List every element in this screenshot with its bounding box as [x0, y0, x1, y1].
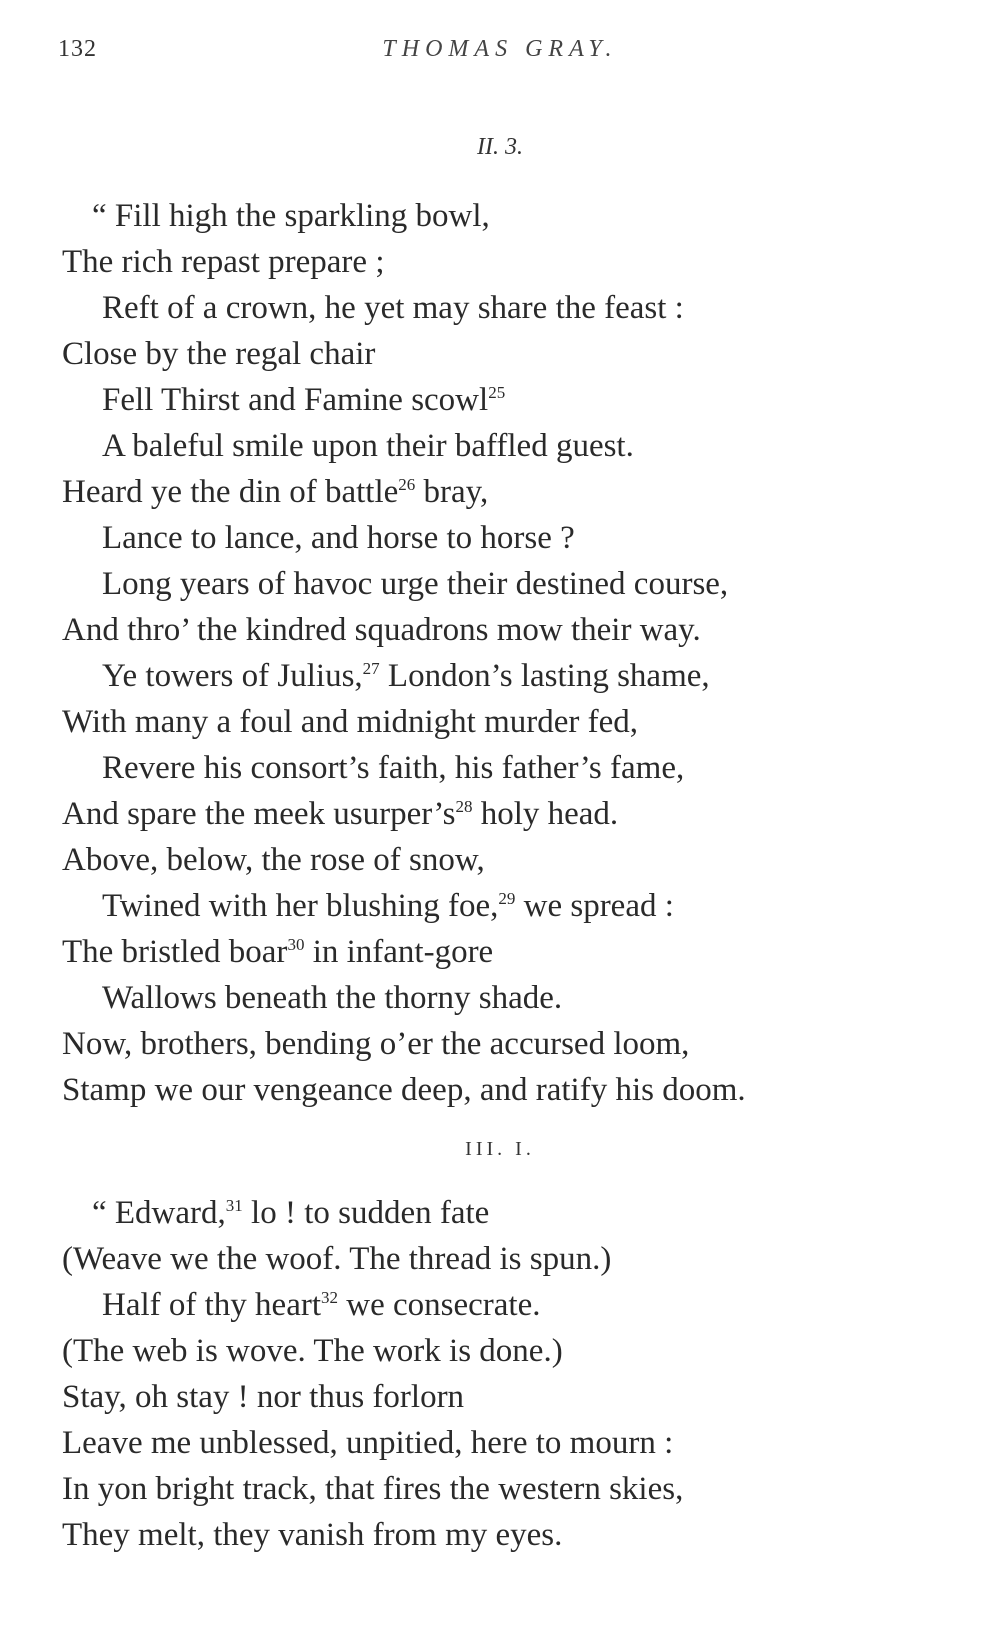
- footnote-ref: 32: [321, 1288, 338, 1307]
- stanza-ii-3: [62, 193, 746, 1113]
- verse-line: Twined with her blushing foe,$^{29}$ we spread :: [102, 888, 674, 924]
- verse-line: “ Edward,$^{31}$ lo ! to sudden fate: [92, 1195, 490, 1231]
- verse-line: Close by the regal chair: [62, 336, 376, 372]
- footnote-ref: 30: [287, 935, 305, 954]
- verse-line: Revere his consort’s faith, his father’s fame,: [102, 750, 685, 786]
- footnote-ref: 31: [225, 1196, 243, 1215]
- verse-line: Leave me unblessed, unpitied, here to mourn :: [62, 1425, 674, 1461]
- verse-line: And spare the meek $usurper’s^{28}$ holy head.: [62, 796, 619, 832]
- footnote-ref: 28: [455, 797, 473, 816]
- verse-line: The bristled boar$^{30}$ in infant-gore: [62, 934, 494, 970]
- verse-line: Wallows beneath the thorny shade.: [102, 980, 563, 1016]
- verse-line: Stay, oh stay ! nor thus forlorn: [62, 1379, 465, 1415]
- verse-line: The rich repast prepare ;: [62, 244, 385, 280]
- section-heading-iii-1: III. I.: [465, 1138, 535, 1160]
- verse-line: (Weave we the woof. The thread is spun.): [62, 1241, 612, 1277]
- verse-line: Half of thy heart$^{32}$ we consecrate.: [102, 1287, 541, 1323]
- footnote-ref: 25: [488, 383, 506, 402]
- section-heading-ii-3: II. 3.: [477, 134, 523, 160]
- verse-line: A baleful smile upon their baffled guest.: [102, 428, 634, 464]
- verse-line: Stamp we our vengeance deep, and ratify his doom.: [62, 1072, 746, 1108]
- verse-line: Long years of havoc urge their destined course,: [102, 566, 729, 602]
- verse-line: (The web is wove. The work is done.): [62, 1333, 563, 1369]
- verse-line: Above, below, the rose of snow,: [62, 842, 485, 878]
- stanza-iii-1: [62, 1190, 683, 1558]
- footnote-ref: 26: [398, 475, 416, 494]
- verse-line: With many a foul and midnight murder fed,: [62, 704, 639, 740]
- verse-line: Heard ye the din of battle$^{26}$ bray,: [62, 474, 489, 510]
- running-head: [0, 36, 1000, 66]
- verse-line: “ Fill high the sparkling bowl,: [92, 198, 490, 234]
- verse-line: Fell Thirst and Famine scowl$^{25}$: [102, 382, 506, 418]
- verse-line: Now, brothers, bending o’er the accursed loom,: [62, 1026, 690, 1062]
- verse-line: Reft of a crown, he yet may share the feast :: [102, 290, 684, 326]
- verse-line: They melt, they vanish from my eyes.: [62, 1517, 563, 1553]
- footnote-ref: 29: [498, 889, 516, 908]
- verse-line: And thro’ the kindred squadrons mow their way.: [62, 612, 701, 648]
- verse-line: Lance to lance, and horse to horse ?: [102, 520, 575, 556]
- verse-line: Ye towers of Julius,$^{27}$ London’s lasting shame,: [102, 658, 710, 694]
- verse-line: In yon bright track, that fires the western skies,: [62, 1471, 684, 1507]
- footnote-ref: 27: [362, 659, 380, 678]
- running-title: THOMAS GRAY.: [382, 36, 618, 62]
- page-number: 132: [58, 36, 97, 62]
